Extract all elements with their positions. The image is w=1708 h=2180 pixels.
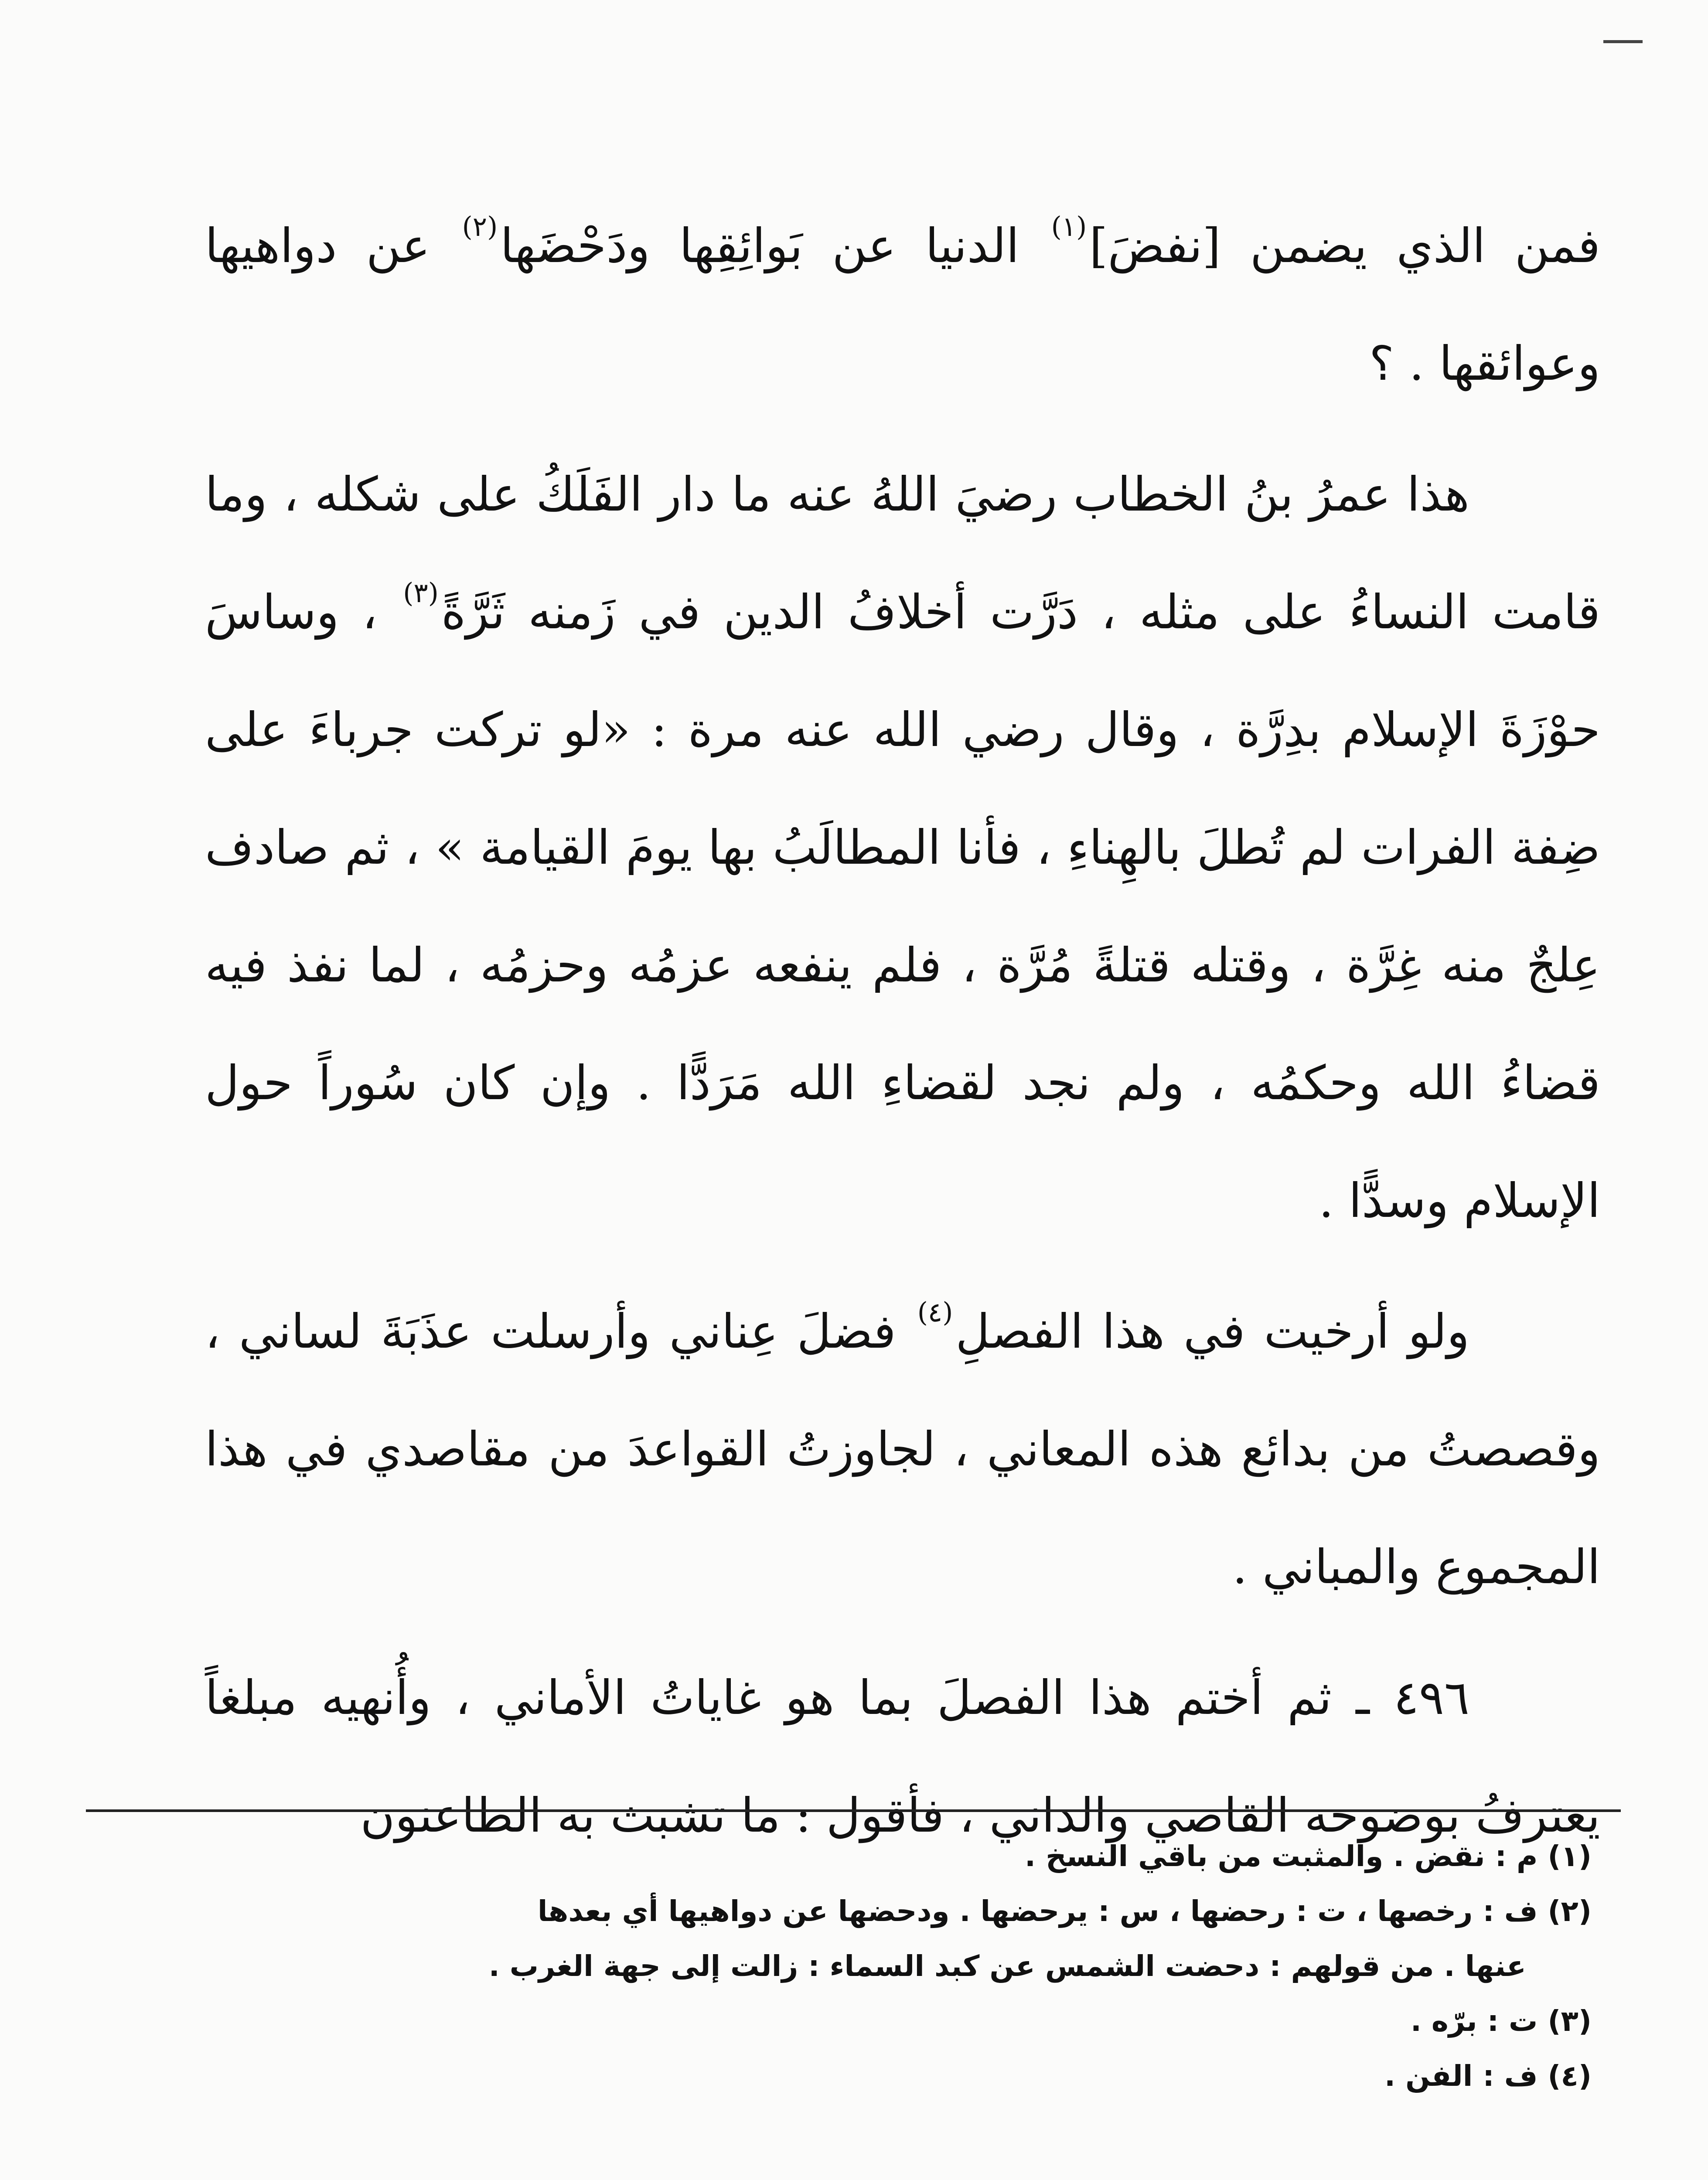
- paragraph-1-part-c: عن دواهيها وعوائقها . ؟: [205, 219, 1600, 391]
- paragraph-1-part-b: الدنيا عن بَوائِقِها ودَحْضَها: [500, 219, 1049, 273]
- paragraph-3: [205, 1273, 1600, 1626]
- footnote-ref-3[interactable]: (٣): [403, 577, 439, 609]
- footnote-4: (٤) ف : الفن .: [1384, 2059, 1592, 2093]
- paragraph-2-part-b: ، وساسَ حوْزَةَ الإسلام بدِرَّة ، وقال رضي الله عنه مرة : «لو تركت جرباءَ على ضِفة الفرات لم تُطلَ بالهِناءِ ، فأنا المطالَبُ بها يومَ القيامة » ، ثم صادف عِلجٌ منه غِرَّة ، وقتله قتلةً مُرَّة ، فلم ينفعه عزمُه وحزمُه ، لما نفذ فيه قضاءُ الله وحكمُه ، ولم نجد لقضاءِ الله مَرَدًّا . وإن كان سُوراً حول الإسلام وسدًّا .: [205, 585, 1600, 1228]
- paragraph-1-part-a: فمن الذي يضمن [نفضَ]: [1089, 219, 1600, 273]
- footnote-1: (١) م : نقض . والمثبت من باقي النسخ .: [1025, 1839, 1592, 1873]
- paragraph-1: [205, 187, 1600, 423]
- footnote-3: (٣) ت : برّه .: [1410, 2004, 1592, 2038]
- footnote-2-continuation: عنها . من قولهم : دحضت الشمس عن كبد السماء : زالت إلى جهة الغرب .: [488, 1949, 1526, 1983]
- footnote-2: (٢) ف : رخصها ، ت : رحضها ، س : يرحضها . ودحضها عن دواهيها أي بعدها: [537, 1894, 1592, 1928]
- paragraph-3-part-b: فضلَ عِناني وأرسلت عذَبَةَ لساني ، وقصصتُ من بدائع هذه المعاني ، لجاوزتُ القواعدَ من مقاصدي في هذا المجموع والمباني .: [205, 1305, 1600, 1594]
- footnote-divider: [86, 1809, 1621, 1812]
- footnote-ref-1[interactable]: (١): [1051, 211, 1087, 242]
- footnote-ref-2[interactable]: (٢): [462, 211, 498, 242]
- corner-mark: [1603, 40, 1643, 43]
- main-text: [205, 187, 1600, 1875]
- footnotes: [174, 1829, 1592, 2104]
- paragraph-3-part-a: ولو أرخيت في هذا الفصلِ: [955, 1305, 1469, 1359]
- paragraph-2-part-a: هذا عمرُ بنُ الخطاب رضيَ اللهُ عنه ما دار الفَلَكُ على شكله ، وما قامت النساءُ على مثله ، دَرَّت أخلافُ الدين في زَمنه ثَرَّةً: [205, 467, 1601, 640]
- paragraph-2: [205, 436, 1600, 1260]
- footnote-ref-4[interactable]: (٤): [917, 1296, 953, 1328]
- paragraph-4: ٤٩٦ ـ ثم أختم هذا الفصلَ بما هو غاياتُ الأماني ، وأُنهيه مبلغاً يعترفُ بوضوحه القاصي والداني ، فأقول : ما تشبث به الطاعنون: [205, 1671, 1600, 1843]
